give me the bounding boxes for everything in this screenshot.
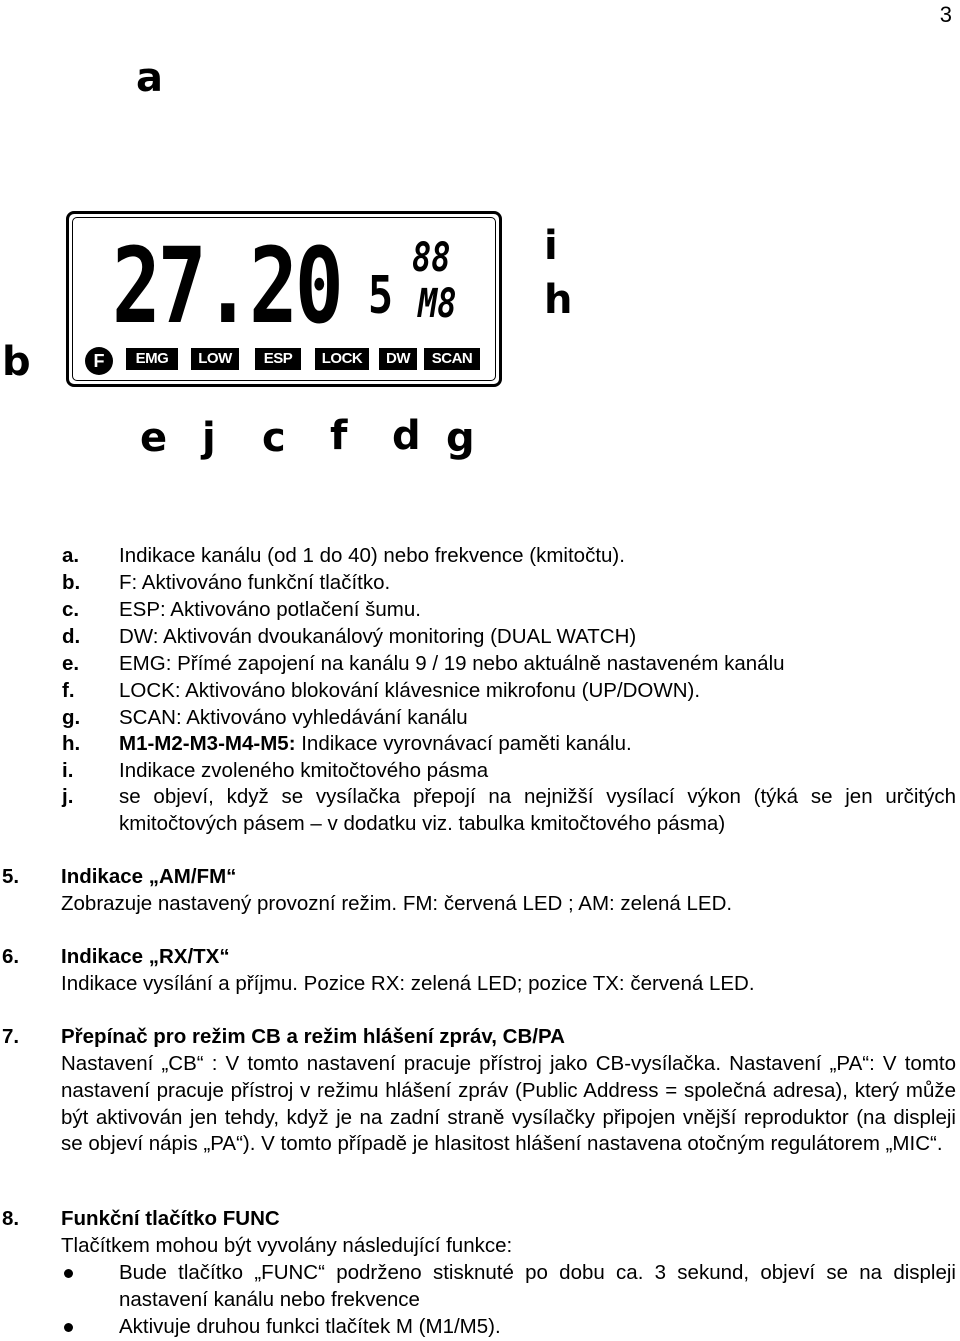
legend-key: b. bbox=[62, 571, 81, 594]
bullet-item: Bude tlačítko „FUNC“ podrženo stisknuté po dobu ca. 3 sekund, objeví se na displeji nastavení kanálu nebo frekvence bbox=[119, 1261, 956, 1311]
lcd-frequency-sub: 5 bbox=[368, 266, 394, 326]
legend-key: a. bbox=[62, 544, 80, 567]
legend-key: g. bbox=[62, 706, 81, 729]
legend-text bbox=[119, 784, 956, 838]
legend-desc: Indikace vyrovnávací paměti kanálu. bbox=[295, 732, 632, 755]
bullet-icon bbox=[64, 1323, 73, 1332]
legend-desc: Indikace zvoleného kmitočtového pásma bbox=[119, 759, 489, 782]
legend-key: d. bbox=[62, 625, 81, 648]
callout-g: g bbox=[446, 415, 475, 461]
section-number: 7. bbox=[2, 1025, 20, 1048]
section-title: Indikace „RX/TX“ bbox=[61, 945, 230, 968]
legend-text bbox=[119, 543, 625, 570]
legend-key: j. bbox=[62, 785, 74, 808]
section-body: Indikace vysílání a příjmu. Pozice RX: zelená LED; pozice TX: červená LED. bbox=[61, 972, 755, 995]
section-body: Nastavení „CB“ : V tomto nastavení pracuje přístroj jako CB-vysílačka. Nastavení „PA“: V tomto nastavení pracuje přístroj v režimu hlášení zpráv (Public Address = společná adresa), který může být aktivován jen tehdy, když je na zadní straně vysílačky připojen vnější reproduktor (na displeji se objeví nápis „PA“). V tomto případě je hlasitost hlášení nastavena otočným regulátorem „MIC“. bbox=[61, 1052, 956, 1156]
callout-e: e bbox=[140, 415, 168, 461]
legend-key: f. bbox=[62, 679, 75, 702]
indicator-esp: ESP bbox=[255, 348, 301, 370]
section-number: 5. bbox=[2, 865, 20, 888]
legend-text bbox=[119, 731, 632, 758]
indicator-dw: DW bbox=[379, 348, 417, 370]
indicator-lock: LOCK bbox=[315, 348, 369, 370]
legend-text bbox=[119, 705, 468, 732]
lcd-frequency-main: 27.20 bbox=[112, 225, 341, 347]
section-title: Indikace „AM/FM“ bbox=[61, 865, 237, 888]
legend-text bbox=[119, 678, 700, 705]
legend-text bbox=[119, 570, 390, 597]
section-title: Funkční tlačítko FUNC bbox=[61, 1207, 280, 1230]
legend-key: i. bbox=[62, 759, 74, 782]
lcd-band-digits: 88 bbox=[412, 235, 451, 281]
legend-text bbox=[119, 651, 785, 678]
legend-desc: SCAN: Aktivováno vyhledávání kanálu bbox=[119, 706, 468, 729]
section-title: Přepínač pro režim CB a režim hlášení zpráv, CB/PA bbox=[61, 1025, 565, 1048]
legend-key: h. bbox=[62, 732, 81, 755]
lcd-memory-indicator: M8 bbox=[418, 281, 457, 327]
page-number: 3 bbox=[939, 2, 952, 27]
indicator-low: LOW bbox=[191, 348, 239, 370]
legend-key: e. bbox=[62, 652, 80, 675]
legend-desc: se objeví, když se vysílačka přepojí na nejnižší vysílací výkon (týká se jen určitých kmitočtových pásem – v dodatku viz. tabulka kmitočtového pásma) bbox=[119, 785, 956, 835]
legend-desc: DW: Aktivován dvoukanálový monitoring (DUAL WATCH) bbox=[119, 625, 637, 648]
bullet-item: Aktivuje druhou funkci tlačítek M (M1/M5). bbox=[119, 1315, 501, 1338]
f-indicator: F bbox=[85, 347, 113, 375]
legend-desc: Indikace kanálu (od 1 do 40) nebo frekvence (kmitočtu). bbox=[119, 544, 625, 567]
callout-d: d bbox=[392, 413, 421, 459]
indicator-scan: SCAN bbox=[424, 348, 480, 370]
section-body: Tlačítkem mohou být vyvolány následující funkce: bbox=[61, 1234, 513, 1257]
callout-j: j bbox=[202, 415, 216, 461]
bullet-icon bbox=[64, 1269, 73, 1278]
section-body: Zobrazuje nastavený provozní režim. FM: červená LED ; AM: zelená LED. bbox=[61, 892, 733, 915]
section-number: 6. bbox=[2, 945, 20, 968]
callout-b: b bbox=[2, 339, 31, 385]
callout-a: a bbox=[136, 55, 163, 101]
legend-desc: LOCK: Aktivováno blokování klávesnice mikrofonu (UP/DOWN). bbox=[119, 679, 701, 702]
legend-bold: M1-M2-M3-M4-M5: bbox=[119, 732, 296, 755]
section-number: 8. bbox=[2, 1207, 20, 1230]
callout-h: h bbox=[544, 277, 573, 323]
legend-text bbox=[119, 597, 421, 624]
legend-text bbox=[119, 758, 488, 785]
callout-c: c bbox=[262, 415, 286, 461]
legend-desc: F: Aktivováno funkční tlačítko. bbox=[119, 571, 391, 594]
callout-i: i bbox=[544, 223, 558, 269]
legend-key: c. bbox=[62, 598, 80, 621]
legend-desc: EMG: Přímé zapojení na kanálu 9 / 19 nebo aktuálně nastaveném kanálu bbox=[119, 652, 785, 675]
legend-desc: ESP: Aktivováno potlačení šumu. bbox=[119, 598, 421, 621]
callout-f: f bbox=[330, 413, 348, 459]
legend-text bbox=[119, 624, 636, 651]
indicator-emg: EMG bbox=[126, 348, 178, 370]
